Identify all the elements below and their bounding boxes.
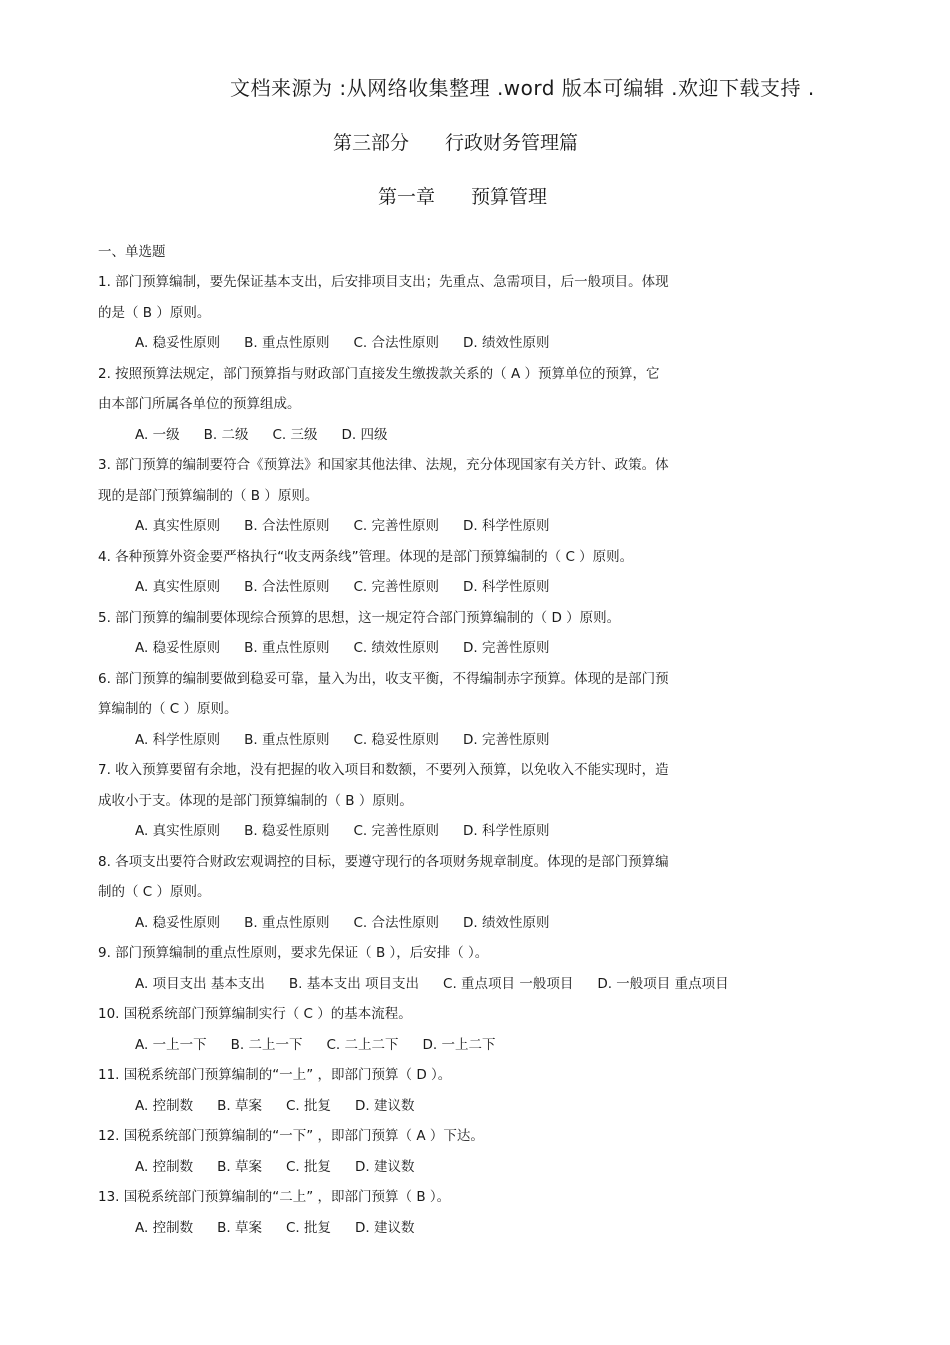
option-C: C. 绩效性原则 <box>353 640 439 656</box>
option-A: A. 真实性原则 <box>135 518 221 534</box>
question-3-options <box>135 514 573 534</box>
option-B: B. 合法性原则 <box>244 518 330 534</box>
option-A: A. 项目支出 基本支出 <box>135 975 265 992</box>
option-D: D. 建议数 <box>354 1219 415 1236</box>
option-C: C. 三级 <box>272 426 318 443</box>
option-B: B. 重点性原则 <box>244 731 330 748</box>
option-C: C. 二上二下 <box>326 1036 399 1053</box>
question-2-options <box>135 423 411 443</box>
question-3-line-2: 现的是部门预算编制的（ B ）原则。 <box>98 487 319 504</box>
option-C: C. 批复 <box>285 1219 331 1236</box>
option-A: A. 真实性原则 <box>135 823 221 839</box>
option-B: B. 重点性原则 <box>244 914 330 931</box>
option-C: C. 完善性原则 <box>353 579 439 595</box>
option-D: D. 一般项目 重点项目 <box>597 975 729 992</box>
option-C: C. 稳妥性原则 <box>353 731 439 748</box>
question-10-options <box>135 1033 519 1053</box>
option-C: C. 批复 <box>285 1158 331 1175</box>
chapter-name: 预算管理 <box>471 186 548 208</box>
question-5-line-1: 5. 部门预算的编制要体现综合预算的思想，这一规定符合部门预算编制的（ D ）原则。 <box>98 609 621 626</box>
option-A: A. 稳妥性原则 <box>135 335 221 351</box>
option-D: D. 科学性原则 <box>462 823 550 839</box>
option-B: B. 草案 <box>217 1219 262 1236</box>
question-7-line-2: 成收小于支。体现的是部门预算编制的（ B ）原则。 <box>98 792 413 809</box>
option-D: D. 科学性原则 <box>462 579 550 595</box>
question-7-options <box>135 819 573 839</box>
question-6-line-1: 6. 部门预算的编制要做到稳妥可靠，量入为出，收支平衡，不得编制赤字预算。体现的是部门预 <box>98 670 669 687</box>
option-D: D. 建议数 <box>354 1097 415 1114</box>
option-A: A. 一上一下 <box>135 1036 207 1053</box>
question-1-line-1: 1. 部门预算编制，要先保证基本支出，后安排项目支出；先重点、急需项目，后一般项目。体现 <box>98 274 669 290</box>
question-6-line-2: 算编制的（ C ）原则。 <box>98 701 238 717</box>
question-8-line-2: 制的（ C ）原则。 <box>98 884 211 900</box>
question-11-options <box>135 1094 438 1114</box>
question-9-line-1: 9. 部门预算编制的重点性原则，要求先保证（ B ），后安排（ ）。 <box>98 945 489 961</box>
question-7-line-1: 7. 收入预算要留有余地，没有把握的收入项目和数额，不要列入预算，以免收入不能实现时，造 <box>98 762 669 778</box>
chapter-number: 第一章 <box>378 186 436 208</box>
option-B: B. 重点性原则 <box>244 640 330 656</box>
part-name: 行政财务管理篇 <box>445 132 579 154</box>
option-B: B. 合法性原则 <box>244 579 330 595</box>
option-A: A. 稳妥性原则 <box>135 640 221 656</box>
question-13-line-1: 13. 国税系统部门预算编制的“二上” ，即部门预算（ B ）。 <box>98 1189 451 1205</box>
question-1-line-2: 的是（ B ）原则。 <box>98 304 211 321</box>
option-A: A. 控制数 <box>135 1219 194 1236</box>
question-4-options <box>135 575 573 595</box>
option-D: D. 完善性原则 <box>462 640 550 656</box>
question-5-options <box>135 636 573 656</box>
option-C: C. 完善性原则 <box>353 823 439 839</box>
option-C: C. 重点项目 一般项目 <box>443 975 574 992</box>
option-A: A. 稳妥性原则 <box>135 914 221 931</box>
question-2-line-2: 由本部门所属各单位的预算组成。 <box>98 396 301 412</box>
option-B: B. 二级 <box>203 426 249 443</box>
section-label: 一、单选题 <box>98 244 166 260</box>
question-11-line-1: 11. 国税系统部门预算编制的“一上” ，即部门预算（ D ）。 <box>98 1067 452 1083</box>
question-2-line-1: 2. 按照预算法规定，部门预算指与财政部门直接发生缴拨款关系的（ A ）预算单位的预算，它 <box>98 365 660 382</box>
question-12-options <box>135 1155 438 1175</box>
question-3-line-1: 3. 部门预算的编制要符合《预算法》和国家其他法律、法规，充分体现国家有关方针、政策。体 <box>98 457 669 473</box>
question-12-line-1: 12. 国税系统部门预算编制的“一下” ，即部门预算（ A ）下达。 <box>98 1128 484 1144</box>
part-number: 第三部分 <box>333 132 410 154</box>
question-4-line-1: 4. 各种预算外资金要严格执行“收支两条线”管理。体现的是部门预算编制的（ C ）原则。 <box>98 548 634 565</box>
option-A: A. 真实性原则 <box>135 579 221 595</box>
question-6-options <box>135 728 573 748</box>
question-1-options <box>135 331 573 351</box>
option-A: A. 控制数 <box>135 1158 194 1175</box>
option-B: B. 稳妥性原则 <box>244 823 330 839</box>
option-B: B. 基本支出 项目支出 <box>288 975 420 992</box>
document-source-note: 文档来源为 :从网络收集整理 .word 版本可编辑 .欢迎下载支持 . <box>230 76 815 100</box>
option-D: D. 建议数 <box>354 1158 415 1175</box>
option-D: D. 一上二下 <box>422 1036 496 1053</box>
option-D: D. 科学性原则 <box>462 518 550 534</box>
option-A: A. 科学性原则 <box>135 731 221 748</box>
option-B: B. 二上一下 <box>230 1036 303 1053</box>
option-B: B. 草案 <box>217 1097 262 1114</box>
option-D: D. 绩效性原则 <box>462 335 550 351</box>
option-D: D. 四级 <box>341 426 388 443</box>
question-10-line-1: 10. 国税系统部门预算编制实行（ C ）的基本流程。 <box>98 1006 412 1022</box>
option-B: B. 草案 <box>217 1158 262 1175</box>
option-A: A. 一级 <box>135 426 180 443</box>
option-C: C. 合法性原则 <box>353 335 439 351</box>
option-C: C. 批复 <box>285 1097 331 1114</box>
option-D: D. 绩效性原则 <box>462 914 550 931</box>
question-8-line-1: 8. 各项支出要符合财政宏观调控的目标，要遵守现行的各项财务规章制度。体现的是部门预算编 <box>98 853 669 870</box>
question-8-options <box>135 911 573 931</box>
option-A: A. 控制数 <box>135 1097 194 1114</box>
option-D: D. 完善性原则 <box>462 731 550 748</box>
option-C: C. 合法性原则 <box>353 914 439 931</box>
option-C: C. 完善性原则 <box>353 518 439 534</box>
question-9-options <box>135 972 753 992</box>
option-B: B. 重点性原则 <box>244 335 330 351</box>
question-13-options <box>135 1216 438 1236</box>
